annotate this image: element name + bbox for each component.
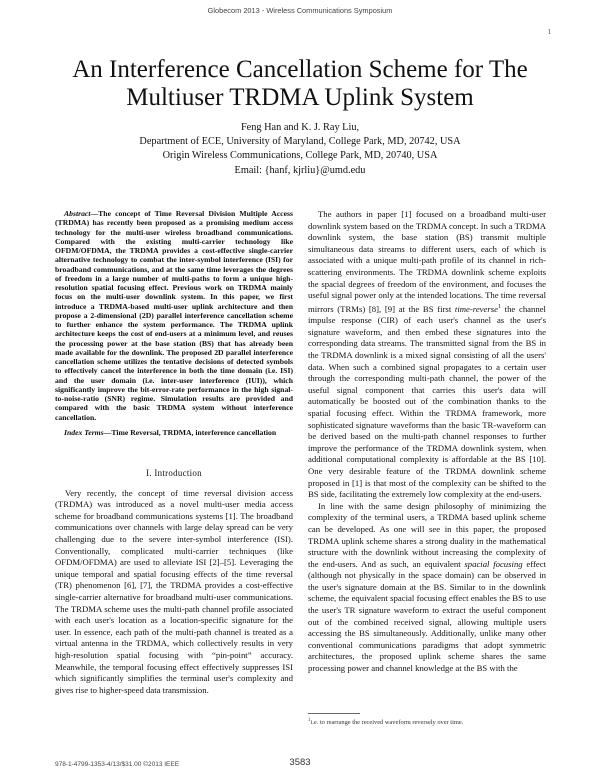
author-email: Email: {hanf, kjrliu}@umd.edu: [234, 164, 366, 176]
author-block: [40, 121, 560, 178]
affiliation-1: Department of ECE, University of Maryland, College Park, MD, 20742, USA: [139, 136, 461, 148]
section-heading: I. Introduction: [146, 468, 202, 478]
abstract-text: —The concept of Time Reversal Division Multiple Access (TRDMA) has recently been proposed as a promising medium access technology for the multi-user wireless broadband communications. Compared with the existing multi-carrier technology like OFDM/OFDMA, the TRDMA provides a cost-effective single-carrier alternative technology to combat the inter-symbol interference (ISI) for broadband communications, and at the same time leverages the degrees of freedom in a large number of multi-paths to form a unique high-resolution spatial focusing effect. Previous work on TRDMA mainly focus on the multi-user downlink system. In this paper, we first introduce a TRDMA-based multi-user uplink architecture and then propose a 2-dimensional (2D) parallel interference cancellation scheme to further enhance the system performance. The TRDMA uplink architecture keeps the cost of end-users at a minimum level, and reuses the processing power at the base station (BS) that has already been made available for the downlink. The proposed 2D parallel interference cancellation scheme utilizes the tentative decisions of detected symbols to effectively cancel the interference in both the time domain (i.e. ISI) and the user domain (i.e. inter-user interference (IUI)), which significantly improve the bit-error-rate performance in the high signal-to-noise-ratio (SNR) regime. Simulation results are provided and compared with the basic TRDMA system without interference cancellation.: [55, 209, 293, 422]
intro-paragraph-2: [308, 209, 546, 501]
index-terms-text: —Time Reversal, TRDMA, interference cancellation: [103, 427, 277, 437]
paper-title: [40, 56, 560, 112]
paragraph-2-part-a: The authors in paper [1] focused on a broadband multi-user downlink system based on the TRDMA concept. In such a TRDMA downlink system, the base station (BS) transmit multiple simultaneous data streams to different users, each of which is associated with a unique multi-path profile of its channel in rich-scattering environments. The TRDMA downlink scheme exploits the spacial degrees of freedom of the environment, and focuses the useful signal power only at the intended locations. The time reversal mirrors (TRMs) [8], [9] at the BS first: [308, 209, 546, 314]
footnote-mark: 1: [308, 718, 311, 723]
footer-isbn: 978-1-4799-1353-4/13/$31.00 ©2013 IEEE: [55, 761, 180, 768]
paragraph-2-part-b: the channel impulse response (CIR) of each user's channel as the user's signature waveform, and then embed these signatures into the corresponding data streams. The transmitted signal from the BS in the TRDMA downlink is a mixed signal consisting of all the users' data. When such a combined signal propagates to a certain user through the corresponding multi-path channel, the power of the useful signal component that carries this user's data will automatically be boosted out of the combination thanks to the spatial focusing effect. Within the TRDMA framework, more sophisticated signature waveforms than the basic TR-waveform can be derived based on the multi-path channel responses to further improve the performance of the TRDMA downlink system, when additional computational complexity is affordable at the BS [10]. One very desirable feature of the TRDMA downlink scheme proposed in [1] is that most of the complexity can be shifted to the BS side, facilitating the extremely low complexity at the end-users.: [308, 303, 546, 500]
affiliation-2: Origin Wireless Communications, College Park, MD, 20740, USA: [162, 150, 438, 162]
page-marker: 1: [547, 28, 551, 36]
paragraph-3-part-b: effect (although not physically in the space domain) can be observed in the user's signature domain at the BS. Similar to in the downlink scheme, the equivalent spacial focusing effect enables the BS to use the user's TR signature waveform to extract the useful component out of the combined received signal, allowing multiple users accessing the BS simultaneously. Additionally, unlike many other conventional communications paradigms that adopt symmetric architectures, the proposed uplink scheme shares the same processing power and channel knowledge at the BS with the: [308, 558, 546, 674]
abstract: [55, 209, 293, 422]
abstract-label: Abstract: [64, 209, 91, 218]
conference-header: Globecom 2013 - Wireless Communications Symposium: [207, 6, 393, 15]
right-column: [308, 209, 546, 675]
footnote: [308, 718, 546, 726]
emphasis-time-reverse: time-reverse: [454, 303, 498, 314]
intro-paragraph-3: [308, 501, 546, 675]
footnote-rule: [308, 713, 360, 714]
footnote-ref: 1: [498, 303, 501, 310]
footer-page-number: 3583: [289, 757, 311, 768]
index-terms-label: Index Terms: [64, 427, 104, 437]
title-line-2: Multiuser TRDMA Uplink System: [126, 84, 474, 111]
paragraph-3-part-a: In line with the same design philosophy of minimizing the complexity of the terminal users, a TRDMA based uplink scheme can be developed. As one will see in this paper, the proposed TRDMA uplink scheme shares a strong duality in the mathematical structure with the downlink without increasing the complexity of the end-users. And as such, an equivalent: [308, 500, 546, 569]
intro-paragraph-1: Very recently, the concept of time reversal division access (TRDMA) was introduced as a novel multi-user media access scheme for broadband communications systems [1]. The broadband communications over channels with large delay spread can be very challenging due to the severe inter-symbol interference (ISI). Conventionally, complicated multi-carrier techniques (like OFDM/OFDMA) are used to alleviate ISI [2]–[5]. Leveraging the unique temporal and spatial focusing effects of the time reversal (TR) phenomenon [6], [7], the TRDMA provides a cost-effective single-carrier alternative for broadband multi-user communications. The TRDMA scheme uses the multi-path channel profile associated with each user's location as a location-specific signature for the user. In essence, each path of the multi-path channel is treated as a virtual antenna in the TRDMA, which collectively results in very high-resolution spatial focusing with “pin-point” accuracy. Meanwhile, the temporal focusing effect effectively suppresses ISI which significantly simplifies the terminal user's complexity and gives rise to higher-speed data transmission.: [55, 487, 293, 695]
footnote-text: i.e. to rearrange the received waveform reversely over time.: [310, 719, 464, 727]
left-column: [55, 209, 293, 696]
index-terms: [55, 428, 293, 437]
title-line-1: An Interference Cancellation Scheme for The: [72, 56, 528, 83]
emphasis-spacial-focusing: spacial focusing: [464, 558, 523, 569]
author-names: Feng Han and K. J. Ray Liu,: [240, 122, 360, 133]
